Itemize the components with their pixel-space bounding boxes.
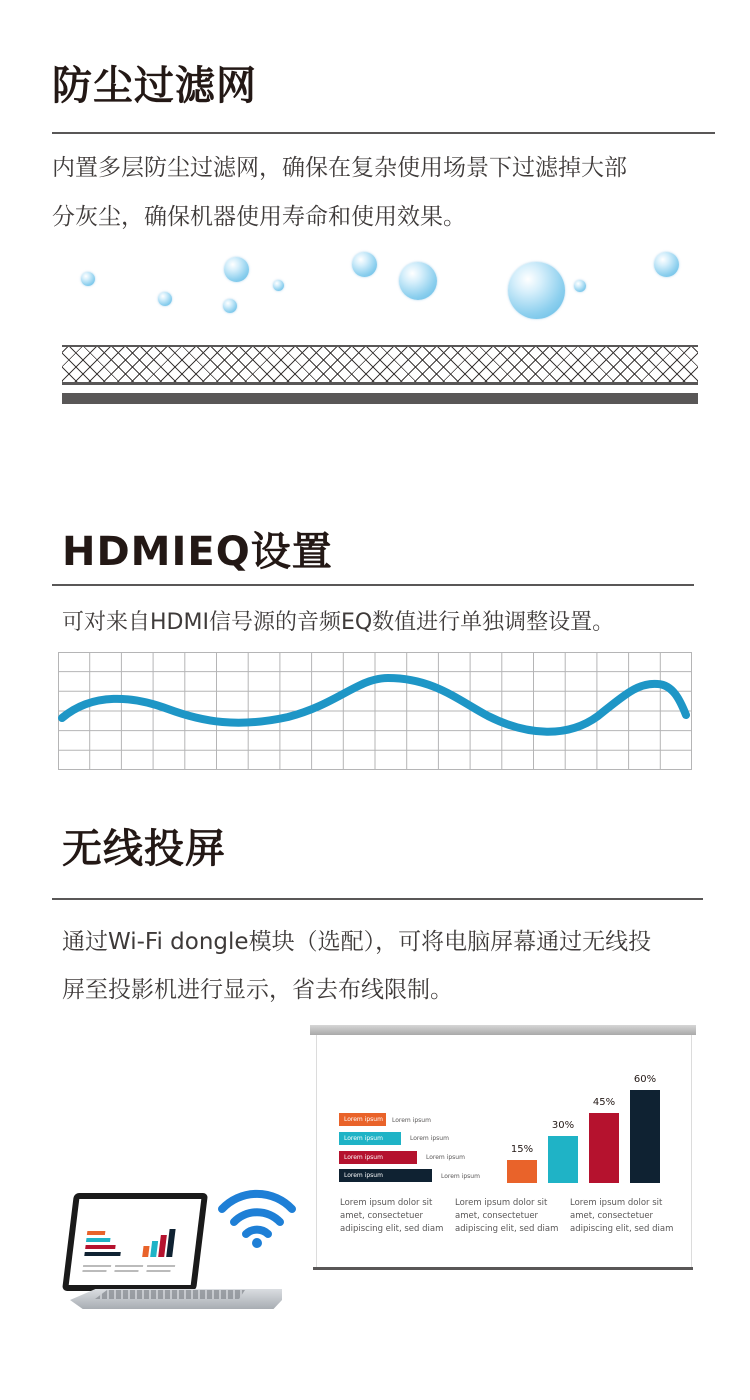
wireless-description-line2: 屏至投影机进行显示，省去布线限制。 [62, 977, 453, 1003]
mini-text-line [82, 1270, 106, 1272]
chart-bar [548, 1136, 578, 1183]
filter-mesh [62, 345, 698, 385]
laptop-icon [62, 1193, 208, 1291]
text-line: amet, consectetuer [455, 1211, 539, 1221]
filter-description-line2: 分灰尘，确保机器使用寿命和使用效果。 [52, 204, 466, 230]
filter-divider [52, 132, 715, 134]
chart-bar [630, 1090, 660, 1183]
text-line: adipiscing elit, sed diam [340, 1224, 444, 1234]
mini-legend-bar [87, 1231, 105, 1235]
bar-chart [507, 1070, 667, 1183]
filter-base-bar [62, 393, 698, 404]
text-line: Lorem ipsum dolor sit [570, 1198, 663, 1208]
legend-caption-1: Lorem ipsum [392, 1117, 431, 1124]
wifi-icon [216, 1185, 298, 1250]
text-line: amet, consectetuer [570, 1211, 654, 1221]
dust-bubble [224, 257, 249, 282]
dust-bubble [654, 252, 679, 277]
text-column-1 [340, 1197, 450, 1236]
mini-bar [142, 1246, 149, 1257]
mini-bar [166, 1229, 175, 1257]
text-line: Lorem ipsum dolor sit [340, 1198, 433, 1208]
legend-bar-4: Lorem ipsum [339, 1169, 432, 1182]
chart-bar-label: 30% [551, 1120, 575, 1131]
text-line: amet, consectetuer [340, 1211, 424, 1221]
mini-text-line [147, 1265, 175, 1267]
chart-bar-label: 60% [633, 1074, 657, 1085]
dust-bubble [574, 280, 586, 292]
wireless-divider [52, 898, 703, 900]
legend-caption-4: Lorem ipsum [441, 1173, 480, 1180]
text-line: adipiscing elit, sed diam [570, 1224, 674, 1234]
mini-legend-bar [84, 1252, 120, 1256]
dust-bubble [352, 252, 377, 277]
dust-bubble [223, 299, 237, 313]
hdmi-eq-title: HDMIEQ设置 [62, 529, 333, 575]
dust-bubble [81, 272, 95, 286]
text-column-2 [455, 1197, 565, 1236]
hdmi-eq-divider [52, 584, 694, 586]
chart-bar [507, 1160, 537, 1183]
mini-text-line [115, 1265, 143, 1267]
legend-bar-2: Lorem ipsum [339, 1132, 401, 1145]
dust-bubble [399, 262, 437, 300]
text-line: adipiscing elit, sed diam [455, 1224, 559, 1234]
projector-screen-bottom-bar [313, 1267, 693, 1270]
laptop-screen [69, 1199, 202, 1285]
mini-text-line [83, 1265, 111, 1267]
chart-bar-label: 45% [592, 1097, 616, 1108]
projector-screen [316, 1035, 692, 1267]
legend-bar-3: Lorem ipsum [339, 1151, 417, 1164]
filter-title: 防尘过滤网 [52, 63, 257, 109]
mini-legend-bar [86, 1238, 110, 1242]
legend-caption-2: Lorem ipsum [410, 1135, 449, 1142]
chart-bar-label: 15% [510, 1144, 534, 1155]
laptop-keyboard [95, 1290, 245, 1299]
mini-bar [150, 1241, 158, 1257]
text-column-3 [570, 1197, 680, 1236]
filter-description-line1: 内置多层防尘过滤网，确保在复杂使用场景下过滤掉大部 [52, 155, 627, 181]
chart-bar [589, 1113, 619, 1183]
eq-curve-graphic [58, 652, 692, 770]
legend-caption-3: Lorem ipsum [426, 1154, 465, 1161]
dust-bubble [273, 280, 284, 291]
mini-legend-bar [85, 1245, 115, 1249]
projector-screen-roller [310, 1025, 696, 1035]
text-line: Lorem ipsum dolor sit [455, 1198, 548, 1208]
eq-grid [58, 652, 692, 770]
wireless-description-line1: 通过Wi-Fi dongle模块（选配），可将电脑屏幕通过无线投 [62, 929, 652, 955]
dust-bubble [508, 262, 565, 319]
mini-text-line [114, 1270, 138, 1272]
eq-curve [62, 678, 686, 732]
hdmi-eq-description: 可对来自HDMI信号源的音频EQ数值进行单独调整设置。 [62, 610, 615, 635]
legend-bar-1: Lorem ipsum [339, 1113, 386, 1126]
wireless-title: 无线投屏 [62, 826, 226, 872]
laptop-mini-slide [76, 1227, 183, 1285]
mini-text-line [146, 1270, 170, 1272]
dust-bubble [158, 292, 172, 306]
